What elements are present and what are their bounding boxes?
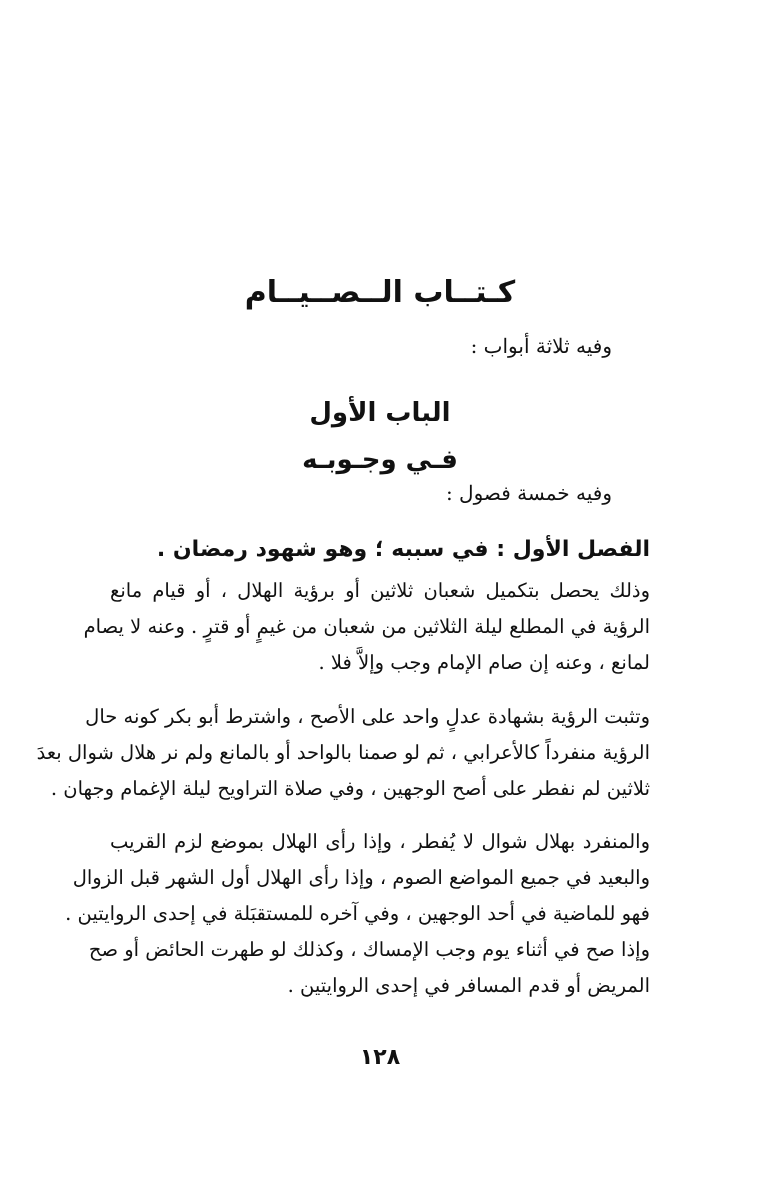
section-heading-label: الفصل الأول : <box>488 537 650 562</box>
paragraph-line: المريض أو قدم المسافر في إحدى الروايتين . <box>287 974 650 997</box>
chapter-subtitle: فـي وجـوبـه <box>302 445 458 475</box>
paragraph <box>36 699 650 807</box>
paragraph-line: لمانع ، وعنه إن صام الإمام وجب وإلاَّ فلا . <box>318 651 650 674</box>
paragraph-line: والبعيد في جميع المواضع الصوم ، وإذا رأى الهلال أول الشهر قبل الزوال <box>72 866 650 889</box>
chapter-intro: وفيه خمسة فصول : <box>445 481 612 505</box>
book-title: كـتــاب الــصــيــام <box>244 275 516 310</box>
paragraph-line: وإذا صح في أثناء يوم وجب الإمساك ، وكذلك لو طهرت الحائض أو صح <box>88 938 650 961</box>
page-number: ١٢٨ <box>359 1045 401 1070</box>
paragraph-line: فهو للماضية في أحد الوجهين ، وفي آخره للمستقبَلة في إحدى الروايتين . <box>65 902 650 925</box>
section-heading <box>110 534 650 566</box>
paragraph-line: الرؤية منفرداً كالأعرابي ، ثم لو صمنا بالواحد أو بالمانع ولم نر هلال شوال بعدَ <box>36 741 650 764</box>
section-heading-topic: في سببه ؛ وهو شهود رمضان . <box>156 537 489 562</box>
book-intro: وفيه ثلاثة أبواب : <box>470 334 612 358</box>
chapter-title: الباب الأول <box>309 398 451 428</box>
paragraph <box>83 573 650 681</box>
paragraph <box>65 824 650 1004</box>
paragraph-line: وتثبت الرؤية بشهادة عدلٍ واحد على الأصح ، واشترط أبو بكر كونه حال <box>85 705 650 728</box>
paragraph-line: الرؤية في المطلع ليلة الثلاثين من شعبان من غيمٍ أو قترٍ . وعنه لا يصام <box>83 615 650 638</box>
paragraph-line: والمنفرد بهلال شوال لا يُفطر ، وإذا رأى الهلال بموضع لزم القريب <box>110 830 650 853</box>
paragraph-line: وذلك يحصل بتكميل شعبان ثلاثين أو برؤية الهلال ، أو قيام مانع <box>110 579 650 602</box>
paragraph-line: ثلاثين لم نفطر على أصح الوجهين ، وفي صلاة التراويح ليلة الإغمام وجهان . <box>50 777 650 800</box>
